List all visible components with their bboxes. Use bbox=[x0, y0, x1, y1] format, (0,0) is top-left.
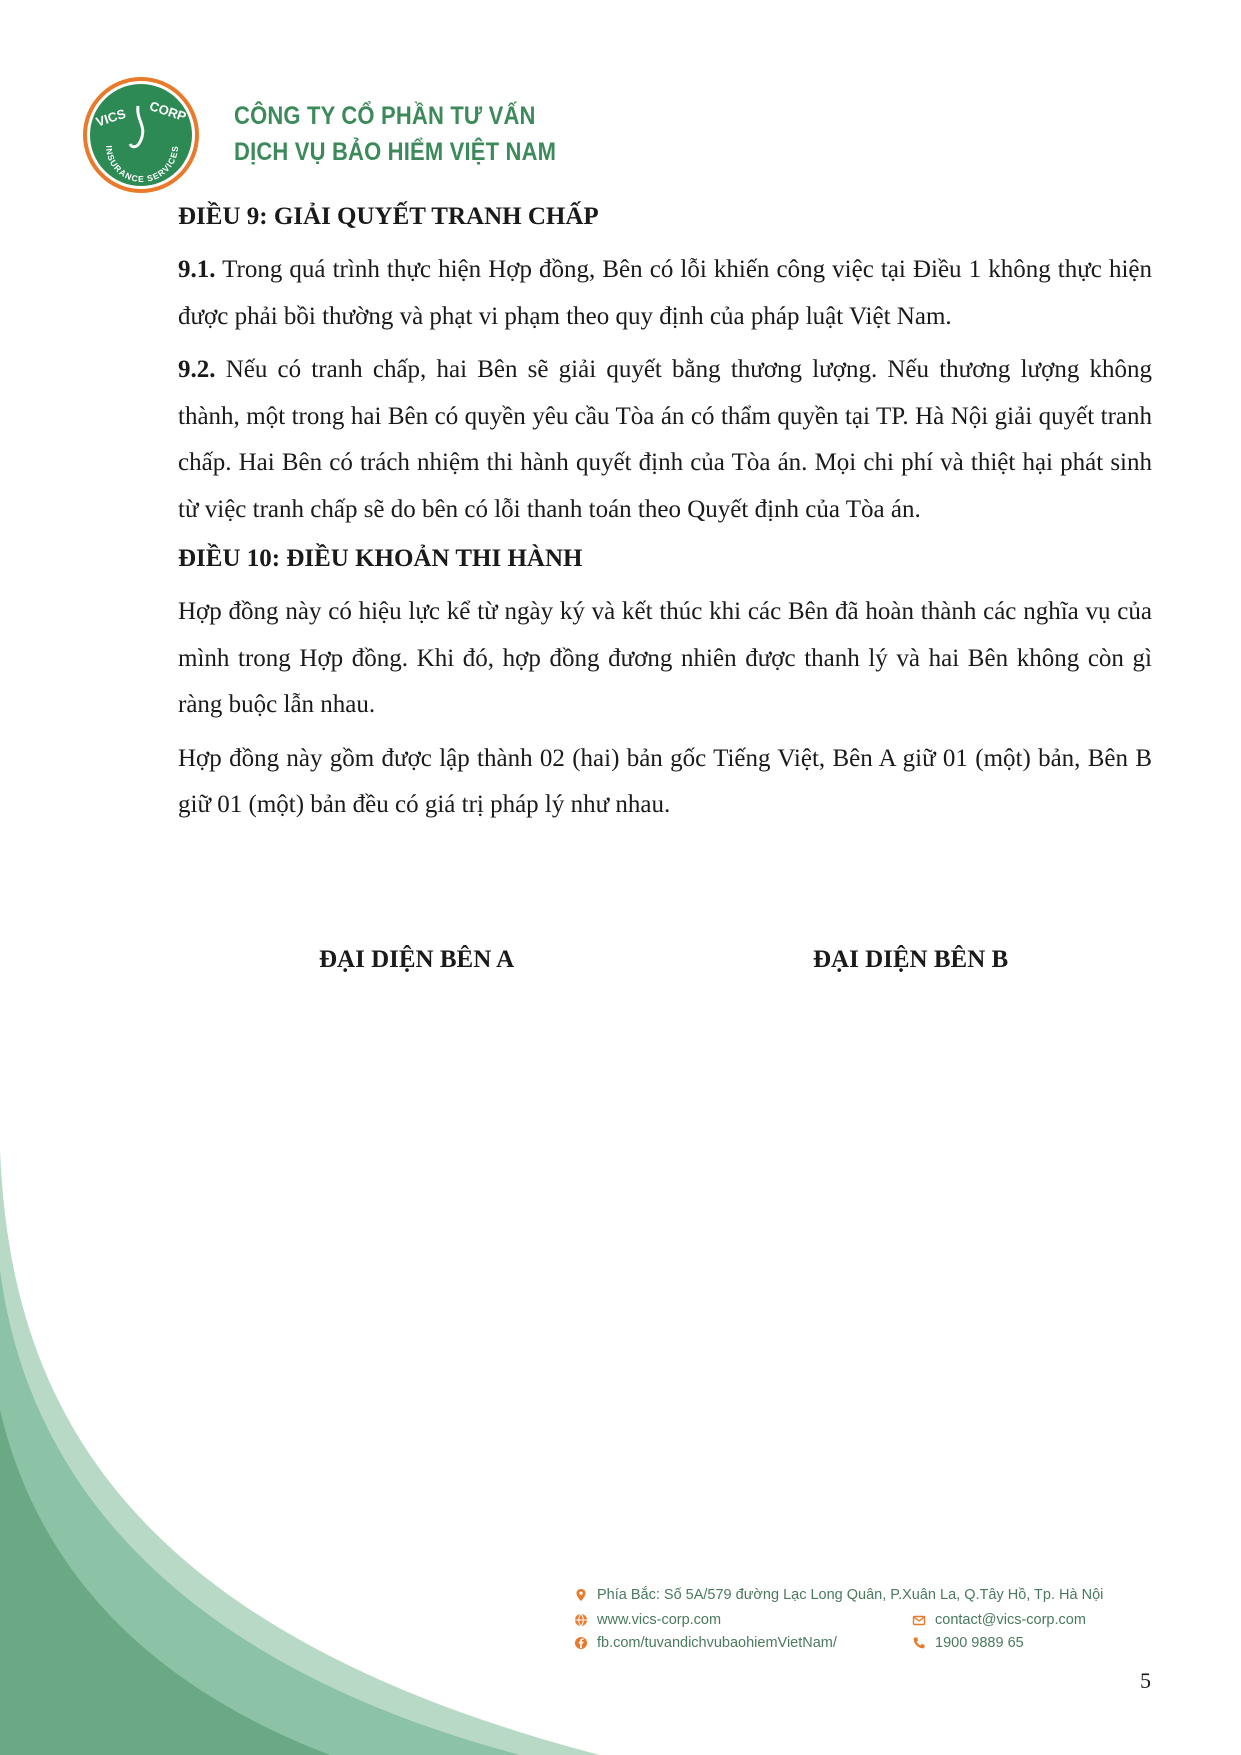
clause-9-2-number: 9.2. bbox=[178, 356, 216, 383]
clause-9-2-text: Nếu có tranh chấp, hai Bên sẽ giải quyết bằng thương lượng. Nếu thương lượng không thành, một trong hai Bên có quyền yêu cầu Tòa án có thẩm quyền tại TP. Hà Nội giải quyết tranh chấp. Hai Bên có trách nhiệm thi hành quyết định của Tòa án. Mọi chi phí và thiệt hại phát sinh từ việc tranh chấp sẽ do bên có lỗi thanh toán theo Quyết định của Tòa án. bbox=[178, 356, 1152, 523]
party-b-representative: ĐẠI DIỆN BÊN B bbox=[813, 946, 1009, 973]
globe-icon bbox=[574, 1613, 588, 1627]
footer-address bbox=[574, 1587, 1103, 1603]
decorative-swoosh bbox=[0, 1150, 1241, 1755]
footer-phone[interactable] bbox=[912, 1635, 1024, 1651]
footer-email[interactable] bbox=[912, 1612, 1086, 1628]
footer-facebook[interactable] bbox=[574, 1635, 837, 1651]
footer-email-link[interactable]: contact@vics-corp.com bbox=[935, 1612, 1086, 1628]
phone-icon bbox=[912, 1636, 926, 1650]
footer-website-link[interactable]: www.vics-corp.com bbox=[597, 1612, 722, 1628]
article-9-heading: ĐIỀU 9: GIẢI QUYẾT TRANH CHẤP bbox=[178, 203, 599, 230]
page-number: 5 bbox=[1140, 1668, 1151, 1693]
vics-corp-logo bbox=[82, 76, 200, 194]
footer-facebook-link[interactable]: fb.com/tuvandichvubaohiemVietNam/ bbox=[597, 1635, 837, 1651]
logo-text-vics: VICS bbox=[94, 105, 128, 130]
footer-address-text: Phía Bắc: Số 5A/579 đường Lạc Long Quân, P.Xuân La, Q.Tây Hồ, Tp. Hà Nội bbox=[597, 1587, 1104, 1603]
envelope-icon bbox=[912, 1613, 926, 1627]
company-name bbox=[234, 98, 556, 170]
clause-9-2 bbox=[178, 347, 1152, 533]
clause-9-1-number: 9.1. bbox=[178, 256, 216, 283]
article-10-heading: ĐIỀU 10: ĐIỀU KHOẢN THI HÀNH bbox=[178, 545, 583, 572]
clause-9-1-text: Trong quá trình thực hiện Hợp đồng, Bên có lỗi khiến công việc tại Điều 1 không thực hiện được phải bồi thường và phạt vi phạm theo quy định của pháp luật Việt Nam. bbox=[178, 256, 1152, 330]
party-a-representative: ĐẠI DIỆN BÊN A bbox=[319, 946, 515, 973]
facebook-icon bbox=[574, 1636, 588, 1650]
logo-text-corp: CORP bbox=[147, 98, 189, 125]
logo-text-insurance: INSURANCE SERVICES bbox=[103, 144, 181, 185]
clause-9-1 bbox=[178, 247, 1152, 340]
contract-body bbox=[178, 198, 1152, 836]
article-10-para-2: Hợp đồng này gồm được lập thành 02 (hai) bản gốc Tiếng Việt, Bên A giữ 01 (một) bản, Bên B giữ 01 (một) bản đều có giá trị pháp lý như nhau. bbox=[178, 744, 1152, 818]
article-10-para-1: Hợp đồng này có hiệu lực kể từ ngày ký và kết thúc khi các Bên đã hoàn thành các nghĩa vụ của mình trong Hợp đồng. Khi đó, hợp đồng đương nhiên được thanh lý và hai Bên không còn gì ràng buộc lẫn nhau. bbox=[178, 598, 1152, 718]
location-pin-icon bbox=[574, 1588, 588, 1602]
footer-phone-text[interactable]: 1900 9889 65 bbox=[935, 1635, 1024, 1651]
footer-website[interactable] bbox=[574, 1612, 721, 1628]
signature-block bbox=[0, 946, 1241, 986]
company-name-line2: DỊCH VỤ BẢO HIỂM VIỆT NAM bbox=[234, 138, 557, 166]
company-name-line1: CÔNG TY CỔ PHẦN TƯ VẤN bbox=[234, 102, 536, 130]
